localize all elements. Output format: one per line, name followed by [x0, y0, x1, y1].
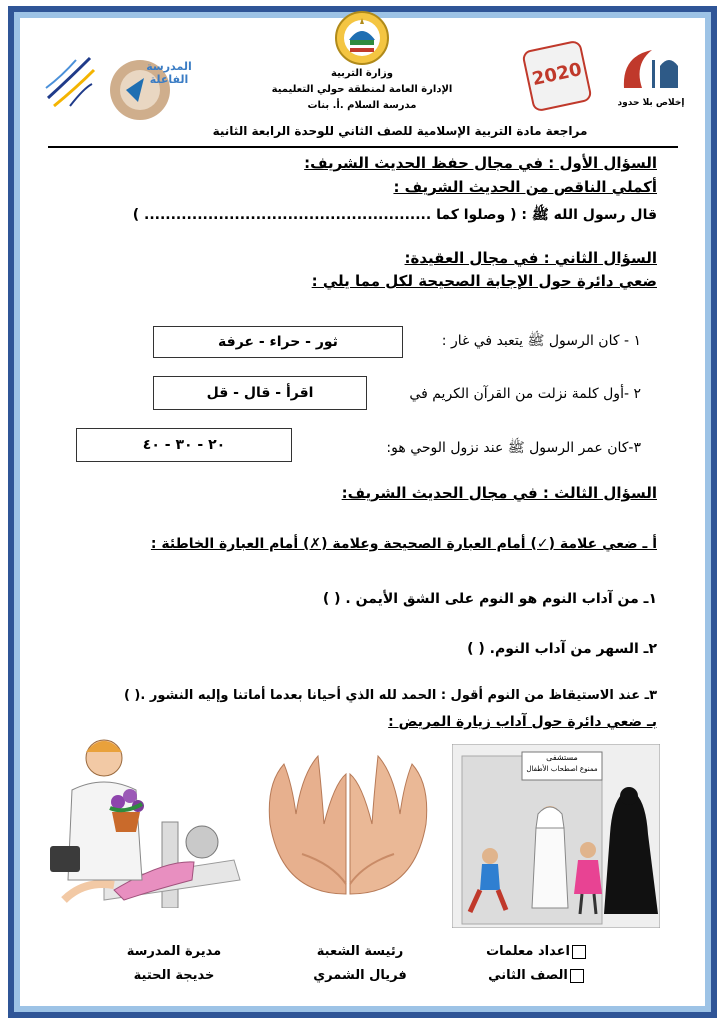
grade-line — [476, 968, 596, 983]
head-name: فريال الشمري — [313, 968, 407, 983]
praying-hands-image[interactable] — [262, 744, 434, 904]
religious-dept-logo — [612, 42, 690, 114]
prepared-checkbox[interactable] — [572, 945, 586, 959]
grade-checkbox[interactable] — [570, 969, 584, 983]
q2-item-3: ٣-كان عمر الرسول ﷺ عند نزول الوحي هو: — [386, 440, 641, 456]
swirl-logo — [40, 48, 100, 114]
q1-hadith-line: قال رسول الله ﷺ : ( وصلوا كما ...................................................... ) — [132, 207, 657, 223]
q3-part-a: أ ـ ضعي علامة (✓) أمام العبارة الصحيحة وعلامة (✗) أمام العبارة الخاطئة : — [150, 536, 657, 552]
q3-statement-2: ٢ـ السهر من آداب النوم. ( ) — [467, 641, 657, 657]
vision-2020-text: 2020 — [530, 59, 584, 90]
principal-name: خديجة الحتية — [133, 968, 215, 983]
q2-instruction: ضعي دائرة حول الإجابة الصحيحة لكل مما يلي : — [311, 272, 657, 290]
kuwait-emblem — [333, 10, 391, 66]
header-divider — [48, 146, 678, 148]
hospital-sign-title: مستشفى — [546, 753, 578, 762]
effective-school-logo-text: المدرسة الفاعلة — [146, 60, 192, 86]
q2-item-1-choices[interactable]: ثور - حراء - عرفة — [153, 326, 403, 358]
effective-school-logo — [108, 54, 196, 124]
head-title: رئيسة الشعبة — [316, 944, 404, 959]
school-name: مدرسة السلام .أ. بنات — [307, 100, 417, 111]
religious-dept-caption: إخلاص بلا حدود — [617, 98, 685, 108]
review-title: مراجعة مادة التربية الإسلامية للصف الثاني للوحدة الرابعة الثانية — [212, 124, 588, 138]
hospital-sign-subtitle: ممنوع اصطحاب الأطفال — [526, 765, 598, 773]
hospital-children-image[interactable] — [452, 744, 660, 928]
grade-label: الصف الثاني — [488, 968, 568, 983]
q2-item-1: ١ - كان الرسول ﷺ يتعبد في غار : — [441, 333, 641, 349]
q1-title: السؤال الأول : في مجال حفظ الحديث الشريف: — [304, 154, 657, 172]
q3-statement-3: ٣ـ عند الاستيقاظ من النوم أقول : الحمد لله الذي أحيانا بعدما أماتنا وإليه النشور .( ) — [123, 688, 657, 703]
ministry-name: وزارة التربية — [331, 68, 393, 79]
prepared-label: اعداد معلمات — [486, 944, 570, 959]
vision-2020-logo — [522, 40, 592, 112]
q2-title: السؤال الثاني : في مجال العقيدة: — [404, 249, 657, 267]
directorate-name: الإدارة العامة لمنطقة حولي التعليمية — [271, 84, 453, 95]
nurse-visiting-patient-image[interactable] — [44, 730, 244, 908]
q3-part-b: بـ ضعي دائرة حول آداب زيارة المريض : — [388, 714, 657, 730]
prepared-by — [476, 944, 596, 959]
q2-item-3-choices[interactable]: ٢٠ - ٣٠ - ٤٠ — [76, 428, 292, 462]
q1-instruction: أكملي الناقص من الحديث الشريف : — [393, 178, 657, 196]
q3-statement-1: ١ـ من آداب النوم هو النوم على الشق الأيمن . ( ) — [322, 591, 657, 607]
q2-item-2: ٢ -أول كلمة نزلت من القرآن الكريم في — [409, 386, 641, 402]
q3-title: السؤال الثالث : في مجال الحديث الشريف: — [341, 484, 657, 502]
principal-title: مديرة المدرسة — [126, 944, 222, 959]
q2-item-2-choices[interactable]: اقرأ - قال - قل — [153, 376, 367, 410]
